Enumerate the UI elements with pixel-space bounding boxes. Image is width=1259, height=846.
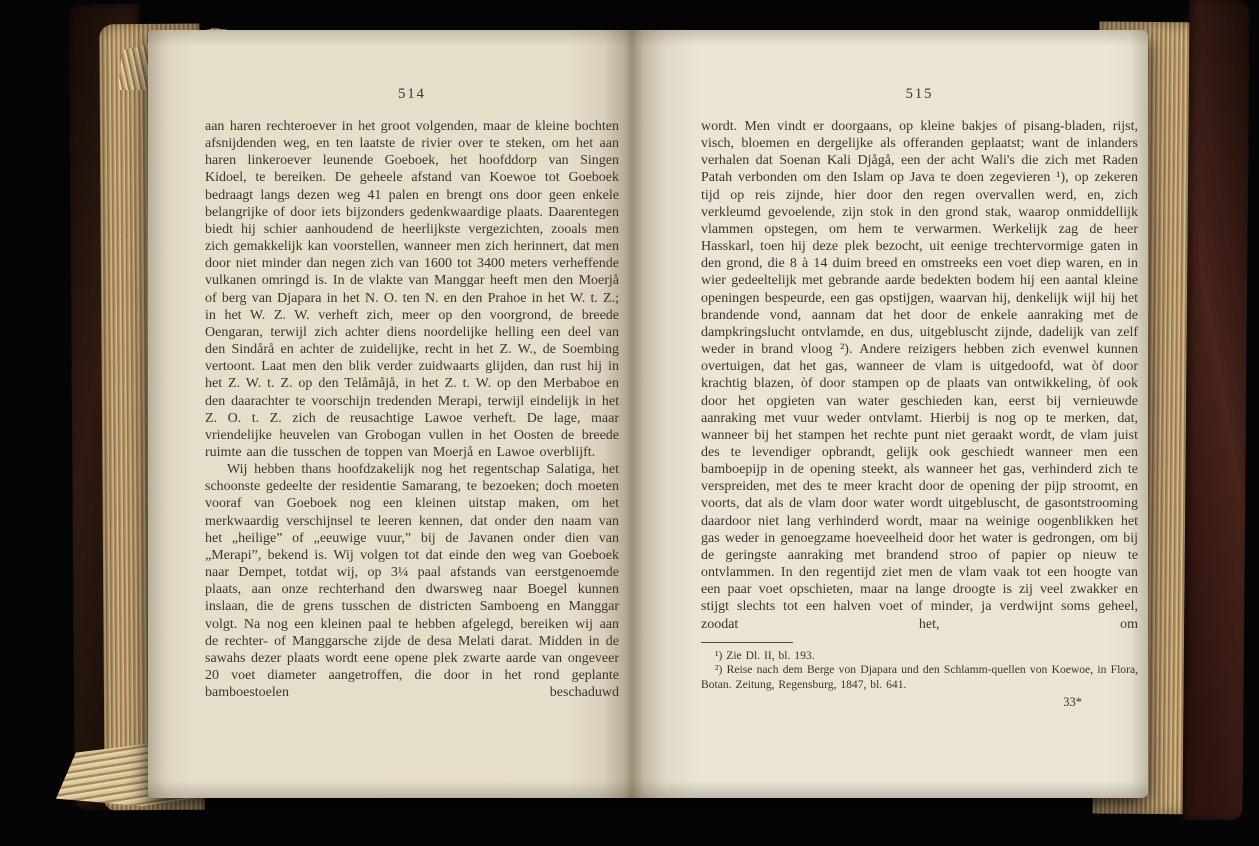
page-number-right: 515 <box>905 86 934 102</box>
paragraph: Wij hebben thans hoofdzakelijk nog het regentschap Salatiga, het schoonste gedeelte der residentie Samarang, te bezoeken; doch moeten vooraf van Goeboek nog een kleinen uitstap maken, om het merkwaardig verschijnsel te leeren kennen, dat onder den naam van het „heilige” of „eeuwige vuur,” bij de Javanen onder dien van „Merapi”, bekend is. Wij volgen tot dat einde den weg van Goeboek naar Dempet, totdat wij, op 3¼ paal afstands van eerstgenoemde plaats, aan onze rechterhand den dwarsweg naar Boegel kunnen inslaan, die de grens tusschen de districten Samboeng en Manggar volgt. Na nog een kleinen paal te hebben afgelegd, bereiken wij aan de rechter- of Manggarsche zijde de desa Melati darat. Midden in de sawahs dezer plaats wordt eene opene plek zwarte aarde van ongeveer 20 voet diameter aangetroffen, die door in het rond geplante bamboestoelen beschaduwd <box>205 462 619 701</box>
footnote-2: ²) Reise nach dem Berge von Djapara und den Schlamm-quellen von Koewoe, in Flora, Botan. Zeitung, Regensburg, 1847, bl. 641. <box>701 663 1138 691</box>
paragraph-continuation: aan haren rechteroever in het groot volgenden, maar de kleine bochten afsnijdenden weg, en ten laatste de rivier over te steken, om het aan haren linkeroever leunende Goeboek, het hoofddorp van Singen Kidoel, te bereiken. De geheele afstand van Koewoe tot Goeboek bedraagt langs dezen weg 41 palen en brengt ons door geen enkele belangrijke of door iets bijzonders gedenkwaardige plaats. Daarentegen biedt hij schier aanhoudend de heerlijkste vergezichten, zooals men zich gemakkelijk kan voorstellen, wanneer men zich herinnert, dat men door niet minder dan negen zich van 1600 tot 3400 meters verheffende vulkanen omringd is. In de vlakte van Manggar heeft men den Moerjå of berg van Djapara in het N. O. ten N. en den Prahoe in het W. t. Z.; in het W. Z. W. verheft zich, meer op den voorgrond, de breede Oengaran, terwijl zich achter diens noordelijke helling een deel van den Sindårå en achter de zuidelijke, recht in het Z. W., de Soembing vertoont. Laat men den blik verder zuidwaarts glijden, dan rust hij in het Z. W. t. Z. op den Telåmåjå, in het Z. t. W. op den Merbaboe en den daarachter te voorschijn tredenden Merapi, terwijl eindelijk in het Z. O. t. Z. zich de reusachtige Lawoe verheft. De lage, maar vriendelijke heuvelen van Grobogan vullen in het Oosten de breede ruimte aan die tusschen de toppen van Moerjå en Lawoe overblijft. <box>205 119 619 460</box>
right-page <box>701 86 1138 710</box>
page-number-left: 514 <box>398 86 426 102</box>
paragraph-continuation: wordt. Men vindt er doorgaans, op kleine bakjes of pisang-bladen, rijst, visch, bloemen en dergelijke als offeranden geplaatst; want de inlanders verhalen dat Soenan Kali Djågå, een der acht Wali's die zich met Raden Patah verbonden om den Islam op Java te doen zegevieren ¹), op zekeren tijd op reis zijnde, hier door den regen overvallen werd, en, zich verkleumd gevoelende, zijn stok in den grond stak, waarop onmiddellijk vlammen opstegen, om hem te verwarmen. Werkelijk zag de heer Hasskarl, toen hij deze plek bezocht, uit eenige trechtervormige gaten in den grond, die 8 à 14 duim breed en omstreeks een voet diep waren, en in wier gedeeltelijk met gebrande aarde bedekten bodem hij een aantal kleine openingen bespeurde, een gas opstijgen, waarvan hij, denkelijk wijl hij het brandende vond, aannam dat het door de enkele aanraking met de dampkringslucht ontvlamde, en dus, uitgebluscht zijnde, dadelijk van zelf weder in brand vloog ²). Andere reizigers hebben zich evenwel kunnen overtuigen, dat het gas, wanneer de vlam is uitgedoofd, wat òf door krachtig blazen, òf door stampen op de plaats van ontwikkeling, òf ook door het opgieten van water geschieden kan, eerst bij vernieuwde aanraking met vuur weder ontvlamt. Hierbij is nog op te merken, dat, wanneer bij het stampen het rechte punt niet geraakt wordt, de vlam juist des te levendiger opbrandt, gelijk ook geschiedt wanneer men een bamboepijp in de opening steekt, als wanneer het gas, verhinderd zich te verspreiden, met des te meer kracht door de opening der pijp stroomt, en voorts, dat als de vlam door water wordt uitgebluscht, de gasontstrooming daardoor niet lang verhinderd wordt, maar na weinige oogenblikken het gas weder in genoegzame hoeveelheid door het water is gedrongen, om bij de geringste aanraking met brandend stroo of papier op nieuw te ontvlammen. In den regentijd ziet men de vlam vaak tot een hoogte van een paar voet opschieten, maar na lange droogte is zij veel zwakker en stijgt slechts tot een halven voet of minder, ja verdwijnt soms geheel, zoodat het, om <box>701 119 1138 632</box>
left-page <box>205 86 619 701</box>
signature-mark: 33* <box>1063 695 1082 710</box>
footnote-1: ¹) Zie Dl. II, bl. 193. <box>715 648 815 662</box>
book-cover-right-edge <box>1182 0 1249 820</box>
left-page-text <box>205 118 619 701</box>
right-page-text <box>701 118 1138 633</box>
footnote-separator <box>701 642 793 643</box>
footnotes-block <box>701 649 1138 693</box>
